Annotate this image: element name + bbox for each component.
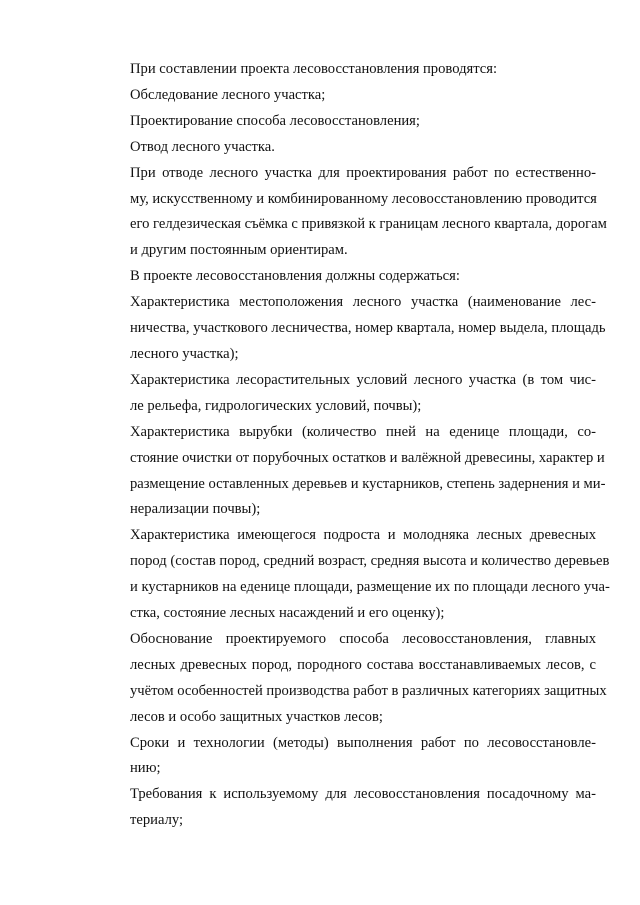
text-line: При отводе лесного участка для проектирования работ по естественно-	[130, 164, 596, 181]
document-body	[92, 57, 610, 834]
text-line: Обследование лесного участка;	[130, 86, 326, 103]
text-line: Требования к используемому для лесовосстановления посадочному ма-	[130, 786, 596, 803]
text-line: лесов и особо защитных участков лесов;	[130, 708, 383, 725]
text-line: Характеристика вырубки (количество пней на еденице площади, со-	[130, 423, 596, 440]
text-line: стка, состояние лесных насаждений и его оценку);	[130, 605, 445, 622]
text-line: его гелдезическая съёмка с привязкой к границам лесного квартала, дорогам	[130, 216, 607, 233]
text-line: Обоснование проектируемого способа лесовосстановления, главных	[130, 630, 596, 647]
paragraph	[92, 57, 596, 83]
paragraph	[92, 109, 596, 135]
paragraph	[92, 264, 596, 290]
paragraph	[92, 290, 606, 368]
paragraph	[92, 83, 596, 109]
text-line: нерализации почвы);	[130, 501, 261, 518]
text-line: Характеристика местоположения лесного участка (наименование лес-	[130, 294, 596, 311]
text-line: Характеристика лесорастительных условий лесного участка (в том чис-	[130, 371, 596, 388]
paragraph	[92, 420, 606, 524]
text-line: лесных древесных пород, породного состава восстанавливаемых лесов, с	[130, 656, 596, 673]
paragraph	[92, 627, 607, 731]
text-line: и кустарников на еденице площади, размещение их по площади лесного уча-	[130, 579, 610, 596]
paragraph	[92, 731, 596, 783]
text-line: Отвод лесного участка.	[130, 138, 275, 155]
paragraph	[92, 135, 596, 161]
text-line: стояние очистки от порубочных остатков и валёжной древесины, характер и	[130, 449, 605, 466]
paragraph	[92, 368, 596, 420]
paragraph	[92, 782, 596, 834]
text-line: и другим постоянным ориентирам.	[130, 242, 348, 259]
text-line: териалу;	[130, 812, 184, 829]
paragraph	[92, 161, 607, 265]
text-line: размещение оставленных деревьев и кустарников, степень задернения и ми-	[130, 475, 606, 492]
text-line: му, искусственному и комбинированному лесовосстановлению проводится	[130, 190, 597, 207]
text-line: пород (состав пород, средний возраст, средняя высота и количество деревьев	[130, 553, 610, 570]
text-line: учётом особенностей производства работ в различных категориях защитных	[130, 682, 607, 699]
text-line: При составлении проекта лесовосстановления проводятся:	[130, 61, 498, 77]
text-line: Характеристика имеющегося подроста и молодняка лесных древесных	[130, 527, 596, 544]
text-line: Проектирование способа лесовосстановления;	[130, 112, 420, 129]
text-line: нию;	[130, 760, 161, 777]
paragraph	[92, 523, 610, 627]
text-line: ничества, участкового лесничества, номер квартала, номер выдела, площадь	[130, 320, 606, 337]
text-line: В проекте лесовосстановления должны содержаться:	[130, 268, 460, 285]
text-line: Сроки и технологии (методы) выполнения работ по лесовосстановле-	[130, 734, 596, 751]
text-line: ле рельефа, гидрологических условий, почвы);	[130, 397, 422, 414]
text-line: лесного участка);	[130, 345, 239, 362]
